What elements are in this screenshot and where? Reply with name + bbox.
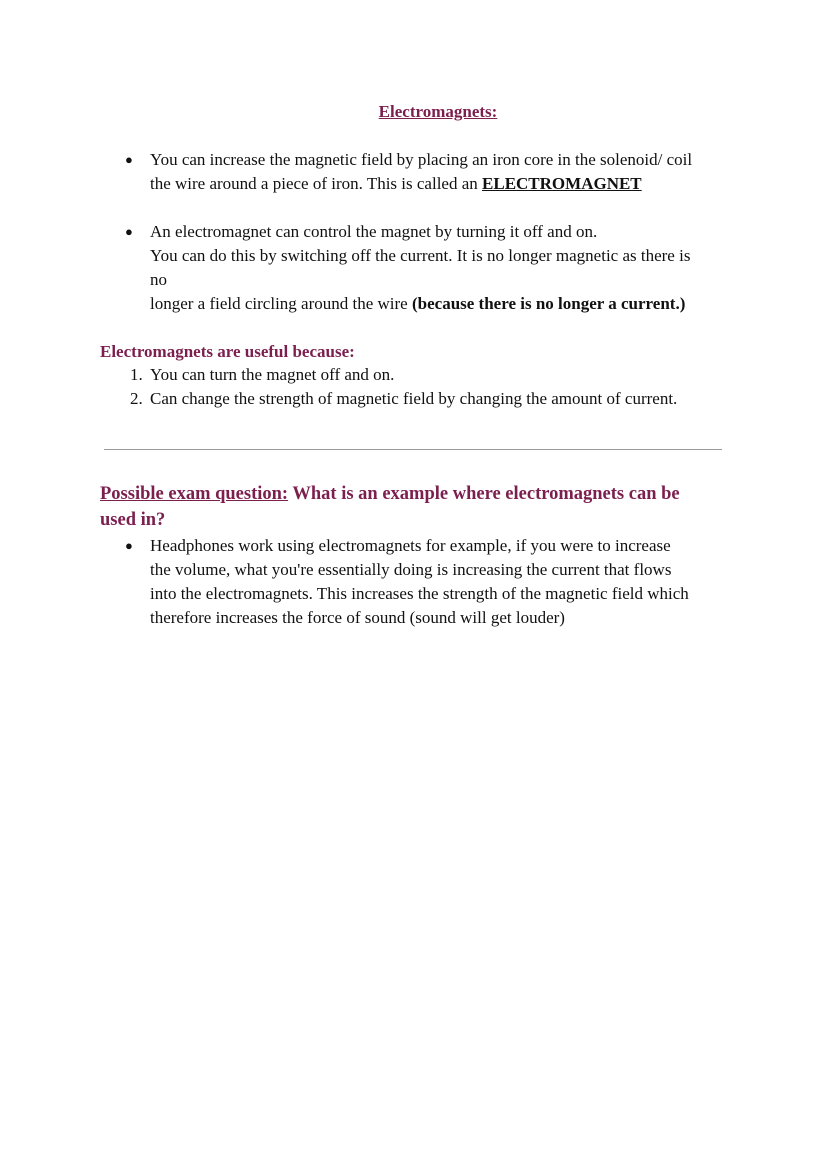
bullet-icon: ● [125, 224, 133, 239]
bullet-icon: ● [125, 538, 133, 553]
emphasis-term: ELECTROMAGNET [482, 174, 642, 193]
list-item: You can turn the magnet off and on. [150, 365, 395, 384]
paragraph-line: An electromagnet can control the magnet by turning it off and on. [150, 222, 598, 241]
exam-question [100, 483, 680, 505]
paragraph-line: no [150, 270, 167, 289]
paragraph-line [150, 293, 685, 315]
bullet-icon: ● [125, 152, 133, 167]
exam-label: Possible exam question: [100, 484, 289, 504]
question-text: What is an example where electromagnets can be [288, 484, 680, 504]
list-number: 1. [130, 365, 143, 384]
answer-line: therefore increases the force of sound (sound will get louder) [150, 608, 565, 627]
paragraph-line: You can do this by switching off the current. It is no longer magnetic as there is [150, 246, 691, 265]
question-text: used in? [100, 510, 166, 530]
list-item: Can change the strength of magnetic field by changing the amount of current. [150, 389, 678, 408]
answer-line: the volume, what you're essentially doing is increasing the current that flows [150, 560, 672, 579]
text: the wire around a piece of iron. This is called an [150, 174, 483, 193]
text: longer a field circling around the wire [150, 294, 412, 313]
answer-line: into the electromagnets. This increases the strength of the magnetic field which [150, 584, 689, 603]
page-title: Electromagnets: [378, 102, 498, 121]
paragraph-line: You can increase the magnetic field by placing an iron core in the solenoid/ coil [150, 150, 693, 169]
paragraph-line [150, 173, 642, 195]
section-heading: Electromagnets are useful because: [100, 342, 355, 361]
horizontal-divider [104, 449, 722, 450]
list-number: 2. [130, 389, 143, 408]
bold-text: (because there is no longer a current.) [411, 294, 686, 313]
answer-line: Headphones work using electromagnets for example, if you were to increase [150, 536, 671, 555]
